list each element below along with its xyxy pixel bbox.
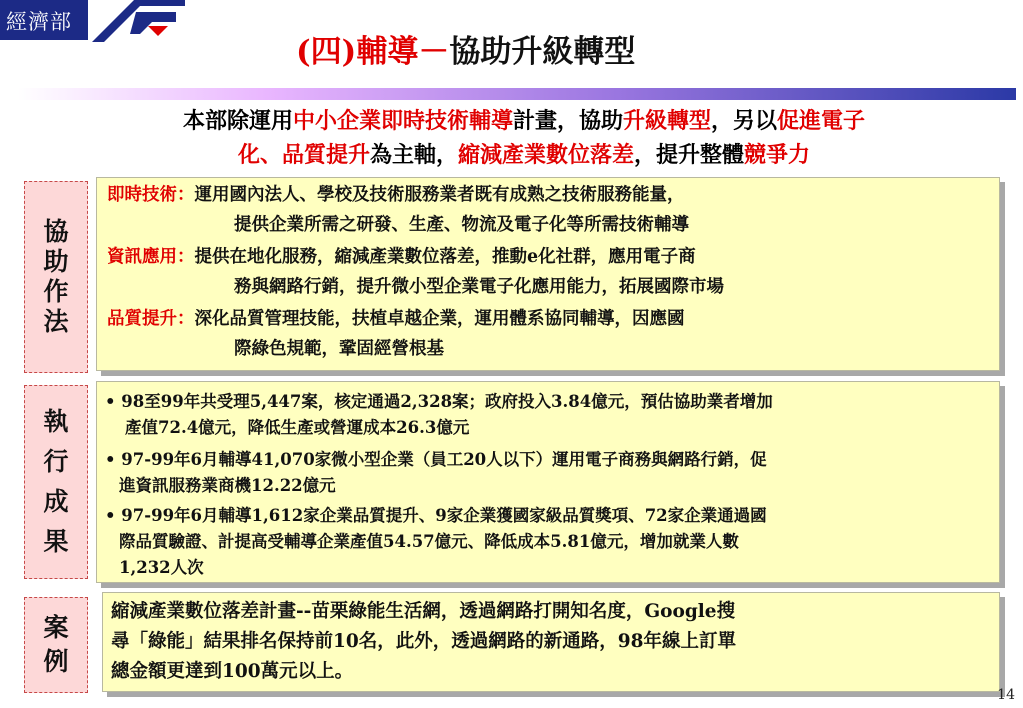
ministry-logo <box>0 0 88 40</box>
result-bullet-2: • 97-99年6月輔導41,070家微小型企業（員工20人以下）運用電子商務與網路行銷，促 <box>105 450 767 469</box>
results-tag <box>24 385 88 579</box>
case-line-3: 總金額更達到100萬元以上。 <box>111 661 354 682</box>
approach-item-info <box>107 242 696 272</box>
tag-char: 法 <box>43 307 69 336</box>
tag-char: 協 <box>43 217 69 246</box>
result-bullet-1-cont: 產值72.4億元，降低生產或營運成本26.3億元 <box>125 418 470 437</box>
case-box <box>102 592 1000 692</box>
intro-segment: ，另以 <box>711 108 778 134</box>
approach-item-tech <box>107 180 685 210</box>
tag-char: 作 <box>43 277 69 306</box>
result-bullet-3-cont2: 1,232人次 <box>119 558 204 577</box>
approach-item-quality-cont: 際綠色規範，鞏固經營根基 <box>234 339 444 359</box>
case-tag <box>24 597 88 693</box>
ministry-emblem-icon <box>90 0 185 42</box>
intro-segment: 本部除運用 <box>182 108 293 134</box>
intro-highlight: 競爭力 <box>744 142 811 168</box>
approach-item-info-cont: 務與網路行銷，提升微小型企業電子化應用能力，拓展國際市場 <box>234 277 724 297</box>
intro-highlight: 中小企業即時技術輔導 <box>292 108 513 134</box>
case-line-2: 尋「綠能」結果排名保持前10名，此外，透過網路的新通路，98年線上訂單 <box>111 631 736 652</box>
title-part-red: (四)輔導－ <box>296 34 450 70</box>
item-text: 深化品質管理技能，扶植卓越企業，運用體系協同輔導，因應國 <box>194 309 685 329</box>
approach-box <box>96 177 1000 371</box>
item-label: 品質提升： <box>107 309 195 329</box>
intro-highlight: 縮減產業數位落差 <box>457 142 634 168</box>
tag-char: 行 <box>43 447 69 476</box>
ministry-name: 經濟部 <box>6 10 72 34</box>
gradient-divider <box>18 88 1016 100</box>
approach-item-tech-cont: 提供企業所需之研發、生產、物流及電子化等所需技術輔導 <box>234 215 689 235</box>
intro-paragraph <box>40 104 1008 172</box>
result-bullet-3-cont: 際品質驗證、計提高受輔導企業產值54.57億元、降低成本5.81億元，增加就業人數 <box>119 532 739 551</box>
intro-highlight: 化、品質提升 <box>237 142 370 168</box>
intro-highlight: 促進電子 <box>777 108 866 134</box>
tag-char: 執 <box>43 407 69 436</box>
approach-item-quality <box>107 304 685 334</box>
intro-line-1 <box>40 104 1008 138</box>
tag-char: 成 <box>43 487 69 516</box>
tag-char: 助 <box>43 247 69 276</box>
title-part-black: 協助升級轉型 <box>449 34 636 70</box>
item-text: 運用國內法人、學校及技術服務業者既有成熟之技術服務能量， <box>194 185 685 205</box>
tag-char: 例 <box>43 647 69 676</box>
intro-segment: 計畫，協助 <box>512 108 623 134</box>
item-label: 資訊應用： <box>107 247 195 267</box>
case-line-1: 縮減產業數位落差計畫--苗栗綠能生活網，透過網路打開知名度，Google搜 <box>111 601 736 622</box>
intro-segment: 為主軸， <box>369 142 458 168</box>
tag-char: 果 <box>43 527 69 556</box>
result-bullet-1: • 98至99年共受理5,447案，核定通過2,328案；政府投入3.84億元，預估協助業者增加 <box>105 392 773 411</box>
results-box <box>96 381 1000 583</box>
intro-segment: ，提升整體 <box>634 142 745 168</box>
intro-line-2 <box>40 138 1008 172</box>
item-text: 提供在地化服務，縮減產業數位落差，推動e化社群，應用電子商 <box>194 247 696 267</box>
approach-tag <box>24 181 88 373</box>
tag-char: 案 <box>43 613 69 642</box>
page-title <box>296 26 635 71</box>
result-bullet-2-cont: 進資訊服務業商機12.22億元 <box>119 476 336 495</box>
page-number: 14 <box>997 687 1015 703</box>
result-bullet-3: • 97-99年6月輔導1,612家企業品質提升、9家企業獲國家級品質獎項、72家企業通過國 <box>105 506 767 525</box>
intro-highlight: 升級轉型 <box>623 108 712 134</box>
item-label: 即時技術： <box>107 185 195 205</box>
